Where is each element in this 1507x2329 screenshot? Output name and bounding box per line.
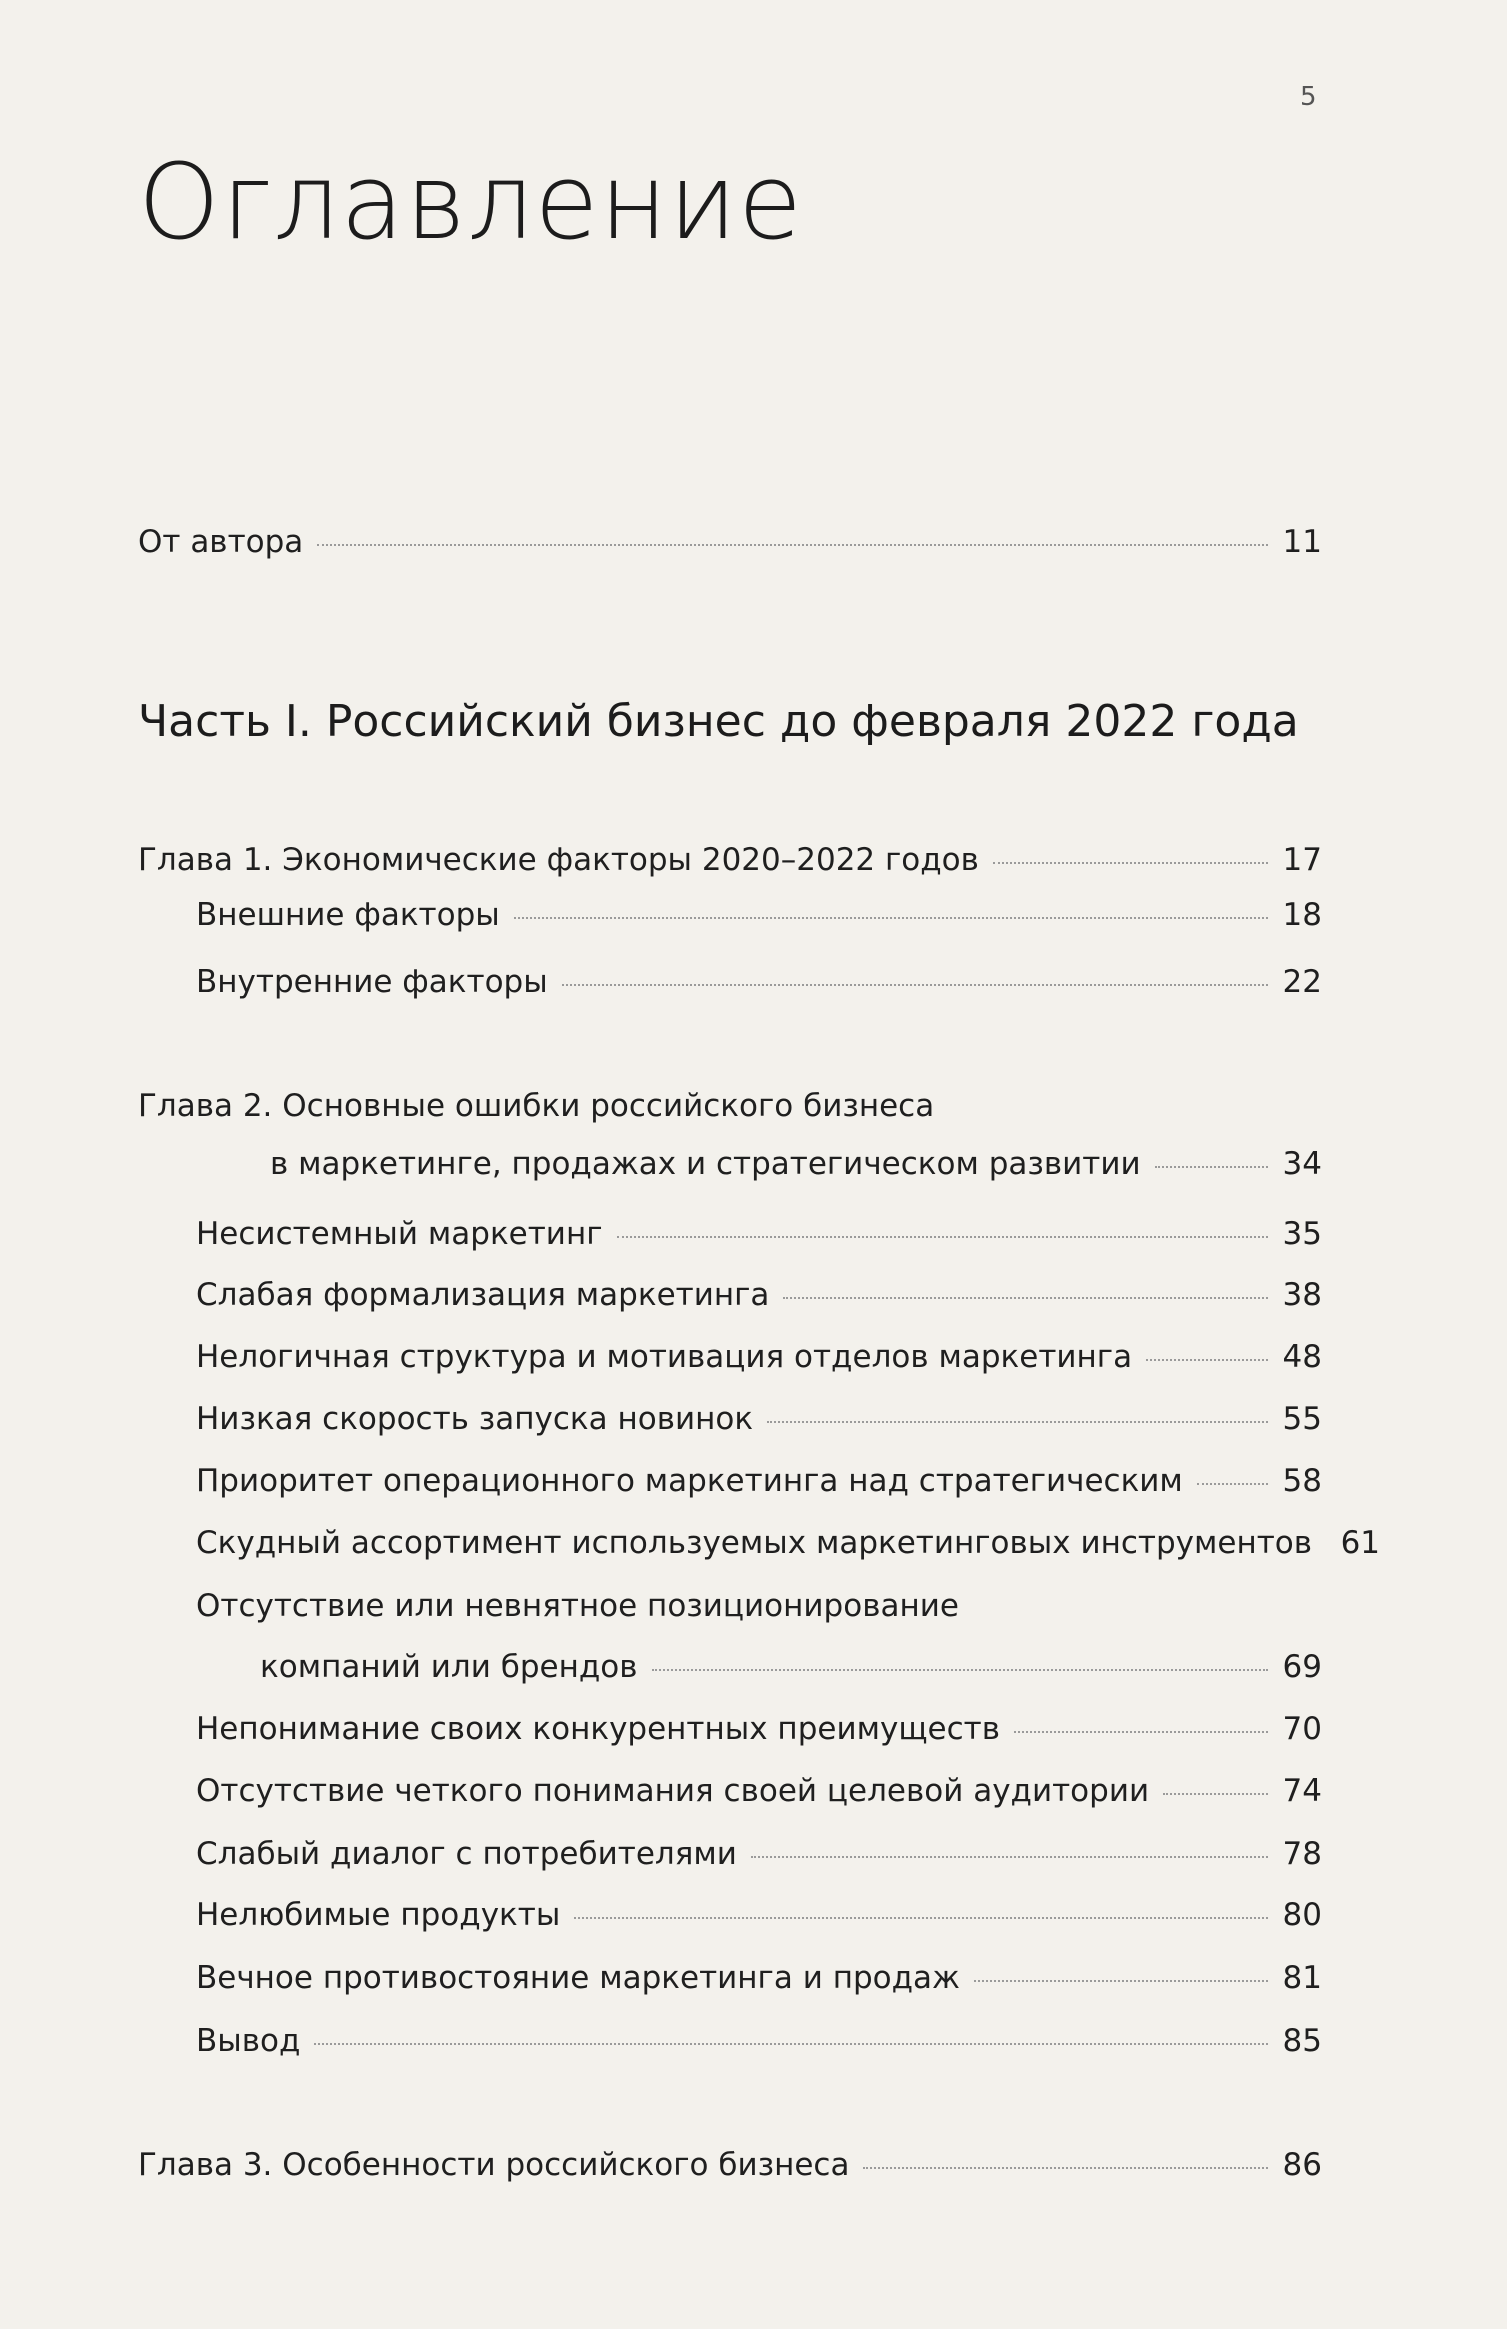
toc-entry-page: 81 (1282, 1960, 1322, 1996)
toc-entry-label: От автора (138, 524, 304, 560)
toc-entry-label: Глава 1. Экономические факторы 2020–2022 годов (138, 842, 979, 878)
toc-entry-label: Глава 3. Особенности российского бизнеса (138, 2147, 850, 2183)
dot-leader (617, 1236, 1269, 1238)
dot-leader (562, 984, 1268, 986)
toc-entry-label: Слабый диалог с потребителями (196, 1836, 737, 1872)
toc-entry-label: Слабая формализация маркетинга (196, 1277, 770, 1313)
toc-entry-author[interactable] (138, 524, 1322, 561)
toc-entry-label: Отсутствие четкого понимания своей целевой аудитории (196, 1773, 1150, 1809)
toc-entry-label: Приоритет операционного маркетинга над стратегическим (196, 1463, 1183, 1499)
dot-leader (317, 544, 1268, 546)
toc-entry-chapter-2[interactable] (138, 1146, 1322, 1183)
toc-entry-page: 48 (1282, 1339, 1322, 1375)
page-number: 5 (1300, 82, 1317, 112)
dot-leader (863, 2167, 1268, 2169)
toc-entry-page: 86 (1282, 2147, 1322, 2183)
toc-entry-low-launch-speed[interactable] (196, 1401, 1322, 1438)
dot-leader (514, 917, 1268, 919)
toc-entry-positioning[interactable] (196, 1649, 1322, 1686)
toc-entry-chapter-1[interactable] (138, 842, 1322, 879)
toc-entry-label: Внешние факторы (196, 897, 500, 933)
toc-entry-weak-formalization[interactable] (196, 1277, 1322, 1314)
toc-entry-page: 17 (1282, 842, 1322, 878)
toc-entry-page: 78 (1282, 1836, 1322, 1872)
dot-leader (767, 1421, 1268, 1423)
toc-entry-consumer-dialog[interactable] (196, 1836, 1322, 1873)
toc-entry-target-audience[interactable] (196, 1773, 1322, 1810)
toc-entry-label: Нелюбимые продукты (196, 1897, 561, 1933)
toc-entry-page: 61 (1340, 1525, 1381, 1561)
dot-leader (993, 862, 1268, 864)
dot-leader (1163, 1793, 1268, 1795)
toc-entry-page: 34 (1282, 1146, 1322, 1182)
dot-leader (1197, 1483, 1268, 1485)
toc-entry-page: 74 (1282, 1773, 1322, 1809)
toc-entry-page: 38 (1282, 1277, 1322, 1313)
toc-entry-conclusion[interactable] (196, 2023, 1322, 2060)
dot-leader (314, 2043, 1268, 2045)
toc-entry-chapter-3[interactable] (138, 2147, 1322, 2184)
toc-entry-label: Вывод (196, 2023, 301, 2059)
toc-entry-page: 58 (1282, 1463, 1322, 1499)
toc-entry-label: в маркетинге, продажах и стратегическом развитии (270, 1146, 1141, 1182)
toc-entry-unsystematic-marketing[interactable] (196, 1216, 1322, 1253)
toc-entry-unloved-products[interactable] (196, 1897, 1322, 1934)
toc-entry-page: 22 (1282, 964, 1322, 1000)
toc-entry-page: 80 (1282, 1897, 1322, 1933)
toc-entry-chapter-2-line1[interactable]: Глава 2. Основные ошибки российского бизнеса (138, 1088, 935, 1124)
toc-entry-label: Скудный ассортимент используемых маркетинговых инструментов (196, 1525, 1313, 1561)
part-title: Часть I. Российский бизнес до февраля 2022 года (138, 696, 1299, 747)
toc-entry-page: 85 (1282, 2023, 1322, 2059)
toc-entry-page: 55 (1282, 1401, 1322, 1437)
toc-entry-label: Внутренние факторы (196, 964, 548, 1000)
dot-leader (1146, 1359, 1268, 1361)
toc-entry-label: компаний или брендов (260, 1649, 638, 1685)
toc-entry-competitive-advantages[interactable] (196, 1711, 1322, 1748)
toc-entry-operational-priority[interactable] (196, 1463, 1322, 1500)
dot-leader (574, 1917, 1268, 1919)
dot-leader (974, 1980, 1268, 1982)
toc-entry-positioning-line1[interactable]: Отсутствие или невнятное позиционирование (196, 1588, 959, 1624)
toc-entry-scarce-tools[interactable] (196, 1525, 1381, 1562)
toc-entry-label: Несистемный маркетинг (196, 1216, 603, 1252)
page-title: Оглавление (138, 141, 804, 263)
toc-entry-page: 70 (1282, 1711, 1322, 1747)
toc-entry-page: 69 (1282, 1649, 1322, 1685)
toc-entry-label: Непонимание своих конкурентных преимуществ (196, 1711, 1000, 1747)
toc-entry-label: Низкая скорость запуска новинок (196, 1401, 754, 1437)
toc-entry-external-factors[interactable] (196, 897, 1322, 934)
dot-leader (652, 1669, 1268, 1671)
toc-entry-label: Нелогичная структура и мотивация отделов маркетинга (196, 1339, 1133, 1375)
toc-entry-page: 11 (1282, 524, 1322, 560)
toc-entry-label: Вечное противостояние маркетинга и продаж (196, 1960, 960, 1996)
dot-leader (751, 1856, 1268, 1858)
toc-entry-internal-factors[interactable] (196, 964, 1322, 1001)
dot-leader (783, 1297, 1268, 1299)
dot-leader (1155, 1166, 1268, 1168)
toc-entry-page: 35 (1282, 1216, 1322, 1252)
toc-entry-marketing-vs-sales[interactable] (196, 1960, 1322, 1997)
toc-entry-illogical-structure[interactable] (196, 1339, 1322, 1376)
dot-leader (1014, 1731, 1268, 1733)
toc-entry-page: 18 (1282, 897, 1322, 933)
